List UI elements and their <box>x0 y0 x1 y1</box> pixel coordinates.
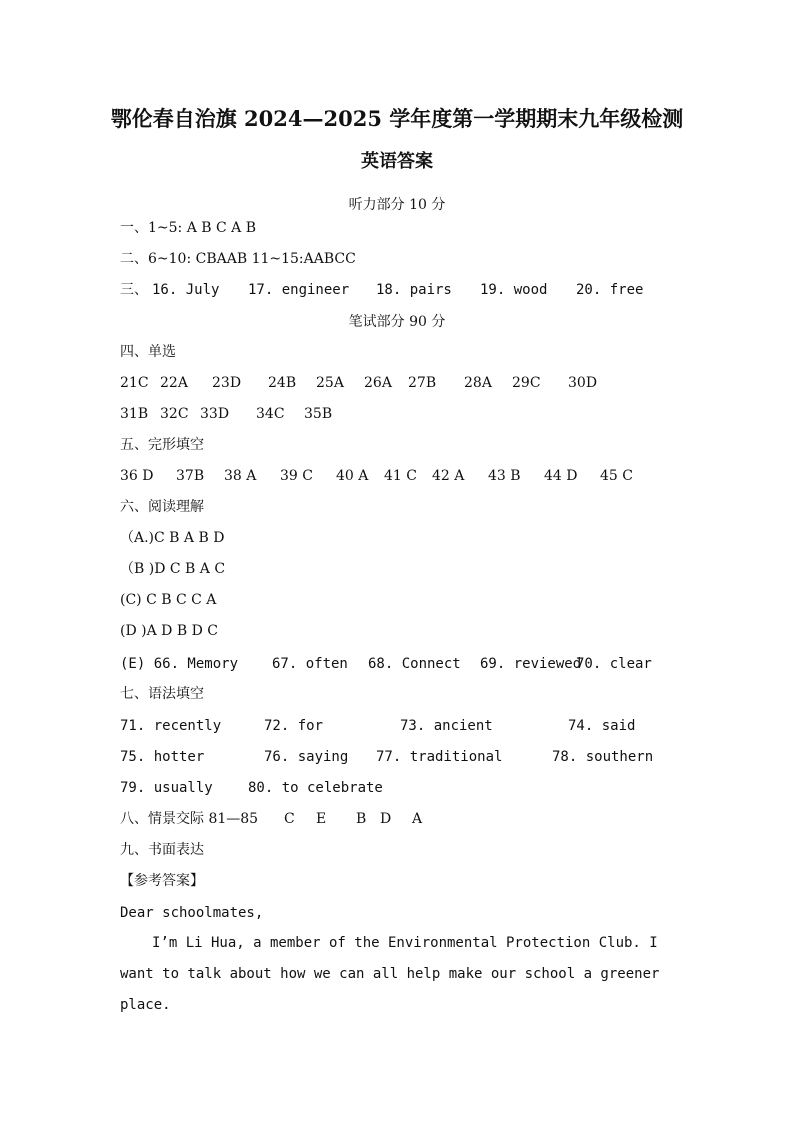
written-heading: 笔试部分 90 分 <box>348 314 446 330</box>
answer-item: 40 A <box>336 468 369 484</box>
section-7-label: 七、语法填空 <box>120 686 204 702</box>
answer-item: D <box>380 811 392 827</box>
answer-item: 17. engineer <box>248 282 350 298</box>
answer-item: 67. often <box>272 656 348 672</box>
section-3-label: 三、 <box>120 282 148 298</box>
section-7-row-2 <box>120 747 680 767</box>
section-6-part-a: （A.)C B A B D <box>120 530 225 546</box>
answer-item: 80. to celebrate <box>248 780 383 796</box>
answer-item: 23D <box>212 375 242 391</box>
answer-item: 76. saying <box>264 749 349 765</box>
answer-item: 27B <box>408 375 437 391</box>
answer-item: 18. pairs <box>376 282 452 298</box>
answer-item: 37B <box>176 468 205 484</box>
section-8-label: 八、情景交际 81—85 <box>120 811 259 827</box>
answer-item: 28A <box>464 375 492 391</box>
answer-item: 39 C <box>280 468 313 484</box>
section-4-row-1 <box>120 373 680 393</box>
page-title: 鄂伦春自治旗 2024—2025 学年度第一学期期末九年级检测 <box>110 106 684 131</box>
section-8-answers <box>120 809 680 829</box>
listening-heading: 听力部分 10 分 <box>348 197 446 213</box>
answer-item: 21C <box>120 375 149 391</box>
section-7-row-1 <box>120 716 680 736</box>
section-6-part-b: （B )D C B A C <box>120 561 226 577</box>
answer-item: 44 D <box>544 468 578 484</box>
page-subtitle: 英语答案 <box>361 151 433 172</box>
answer-item: 26A <box>364 375 392 391</box>
answer-item: 31B <box>120 406 149 422</box>
section-4-label: 四、单选 <box>120 344 176 360</box>
answer-item: 16. July <box>152 282 220 298</box>
section-2-answers: 二、6~10: CBAAB 11~15:AABCC <box>120 251 356 267</box>
section-1-answers: 一、1~5: A B C A B <box>120 220 257 236</box>
answer-item: 30D <box>568 375 598 391</box>
section-6-part-d: (D )A D B D C <box>120 623 218 639</box>
letter-greeting: Dear schoolmates, <box>120 905 264 921</box>
answer-item: 22A <box>160 375 188 391</box>
answer-item: 79. usually <box>120 780 213 796</box>
answer-item: 42 A <box>432 468 465 484</box>
answer-item: 36 D <box>120 468 154 484</box>
section-3-answers <box>120 280 680 300</box>
answer-item: 20. free <box>576 282 644 298</box>
answer-item: 38 A <box>224 468 257 484</box>
answer-item: 29C <box>512 375 541 391</box>
answer-item: 34C <box>256 406 285 422</box>
answer-item: 19. wood <box>480 282 548 298</box>
answer-item: 33D <box>200 406 230 422</box>
answer-item: A <box>412 811 423 827</box>
section-5-answers <box>120 466 680 486</box>
answer-item: C <box>284 811 295 827</box>
answer-item: 72. for <box>264 718 324 734</box>
answer-item: 45 C <box>600 468 633 484</box>
section-6-label: 六、阅读理解 <box>120 499 204 515</box>
section-9-label: 九、书面表达 <box>120 842 204 858</box>
answer-item: 77. traditional <box>376 749 503 765</box>
answer-item: 75. hotter <box>120 749 205 765</box>
answer-item: 70. clear <box>576 656 652 672</box>
answer-item: B <box>356 811 367 827</box>
sample-answer-label: 【参考答案】 <box>120 873 204 889</box>
answer-item: 73. ancient <box>400 718 493 734</box>
answer-item: E <box>316 811 327 827</box>
answer-item: 35B <box>304 406 333 422</box>
section-6-part-c: (C) C B C C A <box>120 592 217 608</box>
answer-item: 24B <box>268 375 297 391</box>
answer-item: 25A <box>316 375 344 391</box>
section-6-part-e <box>120 654 680 674</box>
answer-item: (E) 66. Memory <box>120 656 239 672</box>
section-7-row-3 <box>120 778 680 798</box>
answer-item: 74. said <box>568 718 636 734</box>
answer-item: 43 B <box>488 468 521 484</box>
section-5-label: 五、完形填空 <box>120 437 204 453</box>
answer-item: 69. reviewed <box>480 656 582 672</box>
answer-item: 41 C <box>384 468 417 484</box>
answer-item: 71. recently <box>120 718 222 734</box>
answer-item: 32C <box>160 406 189 422</box>
letter-paragraph: I’m Li Hua, a member of the Environmental Protection Club. I want to talk about how we can all help make our school a greener place. <box>120 935 660 1013</box>
section-4-row-2 <box>120 404 680 424</box>
answer-item: 68. Connect <box>368 656 461 672</box>
answer-item: 78. southern <box>552 749 654 765</box>
